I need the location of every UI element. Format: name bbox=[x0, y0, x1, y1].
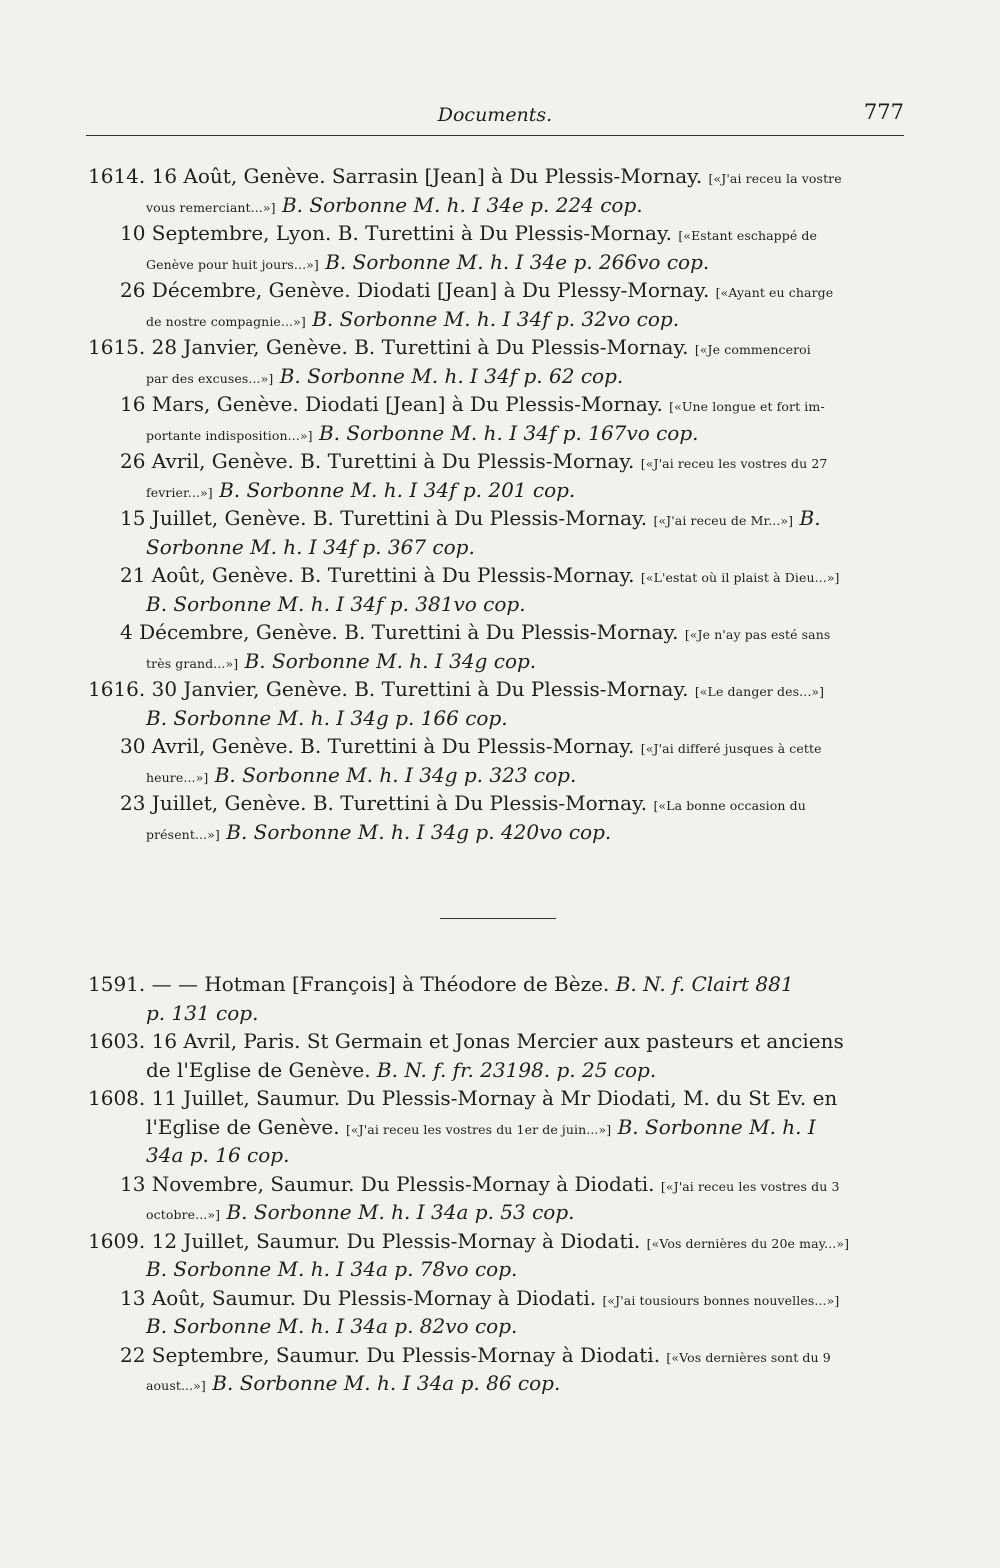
entries-block-2 bbox=[88, 970, 906, 1398]
incipit: de nostre compagnie...»] bbox=[146, 313, 306, 329]
entry-line bbox=[88, 447, 906, 476]
entry-text: 1615. 28 Janvier, Genève. B. Turettini à Du Plessis-Mornay. bbox=[88, 335, 689, 359]
incipit: [«J'ai receu de Mr...»] bbox=[653, 513, 794, 528]
reference: B. Sorbonne M. h. I 34g p. 166 cop. bbox=[146, 705, 508, 730]
incipit: fevrier...»] bbox=[146, 484, 213, 500]
reference: Sorbonne M. h. I 34f p. 367 cop. bbox=[146, 534, 475, 559]
entry-line bbox=[88, 1113, 906, 1142]
entry-line bbox=[88, 362, 906, 391]
entry-line bbox=[88, 333, 906, 362]
entry-line bbox=[88, 162, 906, 191]
reference: B. Sorbonne M. h. I bbox=[617, 1114, 816, 1139]
entry-line bbox=[88, 390, 906, 419]
reference: B. N. f. fr. 23198. p. 25 cop. bbox=[376, 1057, 657, 1082]
entry-text: 26 Décembre, Genève. Diodati [Jean] à Du Plessy-Mornay. bbox=[120, 278, 710, 302]
entry-line bbox=[88, 1227, 906, 1256]
entry-line bbox=[88, 590, 906, 619]
incipit: présent...»] bbox=[146, 826, 220, 842]
incipit: Genève pour huit jours...»] bbox=[146, 256, 319, 272]
incipit: [«Estant eschappé de bbox=[678, 228, 818, 243]
entry-text: 13 Novembre, Saumur. Du Plessis-Mornay à Diodati. bbox=[120, 1171, 655, 1196]
entry-text: l'Eglise de Genève. bbox=[146, 1114, 340, 1139]
reference: B. Sorbonne M. h. I 34a p. 78vo cop. bbox=[146, 1257, 518, 1281]
incipit: [«Je commenceroi bbox=[694, 342, 811, 357]
entry-text: 1591. — — Hotman [François] à Théodore de Bèze. bbox=[88, 972, 610, 996]
reference: B. bbox=[799, 506, 821, 530]
entry-line bbox=[88, 761, 906, 790]
running-title: Documents. bbox=[437, 104, 553, 126]
header-rule bbox=[86, 135, 904, 136]
reference: 34a p. 16 cop. bbox=[146, 1143, 290, 1167]
entry-line bbox=[88, 219, 906, 248]
reference: B. Sorbonne M. h. I 34g p. 323 cop. bbox=[214, 762, 577, 787]
entry-text: de l'Eglise de Genève. bbox=[146, 1057, 371, 1082]
entry-text: 23 Juillet, Genève. B. Turettini à Du Plessis-Mornay. bbox=[120, 791, 648, 815]
incipit: portante indisposition...»] bbox=[146, 427, 313, 443]
incipit: [«J'ai differé jusques à cette bbox=[640, 741, 822, 756]
entry-line bbox=[88, 618, 906, 647]
reference: B. Sorbonne M. h. I 34e p. 266vo cop. bbox=[325, 249, 710, 274]
incipit: aoust...»] bbox=[146, 1378, 206, 1393]
entry-text: 26 Avril, Genève. B. Turettini à Du Plessis-Mornay. bbox=[120, 449, 635, 473]
entry-line bbox=[88, 504, 906, 533]
reference: B. Sorbonne M. h. I 34f p. 381vo cop. bbox=[146, 591, 526, 616]
incipit: heure...»] bbox=[146, 769, 209, 785]
entry-line bbox=[88, 1170, 906, 1199]
entry-text: 1609. 12 Juillet, Saumur. Du Plessis-Mornay à Diodati. bbox=[88, 1228, 641, 1253]
entry-line bbox=[88, 1056, 906, 1085]
reference: B. Sorbonne M. h. I 34a p. 53 cop. bbox=[226, 1200, 575, 1224]
reference: B. Sorbonne M. h. I 34a p. 86 cop. bbox=[212, 1371, 561, 1395]
entry-text: 16 Mars, Genève. Diodati [Jean] à Du Plessis-Mornay. bbox=[120, 392, 663, 416]
reference: p. 131 cop. bbox=[146, 1000, 259, 1025]
entry-text: 30 Avril, Genève. B. Turettini à Du Plessis-Mornay. bbox=[120, 734, 635, 758]
entry-line bbox=[88, 191, 906, 220]
entry-line bbox=[88, 533, 906, 562]
incipit: [«J'ai receu les vostres du 27 bbox=[640, 456, 828, 471]
entry-line bbox=[88, 675, 906, 704]
incipit: octobre...»] bbox=[146, 1207, 221, 1222]
reference: B. Sorbonne M. h. I 34a p. 82vo cop. bbox=[146, 1314, 518, 1338]
reference: B. Sorbonne M. h. I 34f p. 167vo cop. bbox=[318, 420, 699, 445]
entry-line bbox=[88, 1141, 906, 1170]
entry-line bbox=[88, 1027, 906, 1056]
incipit: [«J'ai receu la vostre bbox=[708, 171, 842, 186]
entry-text: 21 Août, Genève. B. Turettini à Du Plessis-Mornay. bbox=[120, 563, 635, 587]
entry-line bbox=[88, 1284, 906, 1313]
entry-text: 4 Décembre, Genève. B. Turettini à Du Plessis-Mornay. bbox=[120, 620, 679, 644]
entry-line bbox=[88, 1084, 906, 1113]
page-number: 777 bbox=[863, 100, 904, 124]
entry-line bbox=[88, 1312, 906, 1341]
reference: B. Sorbonne M. h. I 34f p. 32vo cop. bbox=[312, 306, 680, 331]
entry-line bbox=[88, 1369, 906, 1398]
entry-line bbox=[88, 419, 906, 448]
entry-text: 1614. 16 Août, Genève. Sarrasin [Jean] à Du Plessis-Mornay. bbox=[88, 164, 703, 188]
incipit: [«La bonne occasion du bbox=[653, 798, 806, 813]
incipit: [«J'ai receu les vostres du 1er de juin...»] bbox=[345, 1121, 612, 1137]
entry-line bbox=[88, 1255, 906, 1284]
incipit: [«Je n'ay pas esté sans bbox=[684, 627, 831, 642]
reference: B. Sorbonne M. h. I 34f p. 62 cop. bbox=[279, 363, 624, 388]
reference: B. Sorbonne M. h. I 34g cop. bbox=[244, 648, 537, 673]
entry-line bbox=[88, 789, 906, 818]
entry-line bbox=[88, 647, 906, 676]
entry-line bbox=[88, 732, 906, 761]
incipit: [«J'ai receu les vostres du 3 bbox=[660, 1178, 840, 1194]
entry-line bbox=[88, 704, 906, 733]
reference: B. N. f. Clairt 881 bbox=[615, 972, 794, 996]
incipit: vous remerciant...»] bbox=[146, 199, 276, 215]
entry-line bbox=[88, 248, 906, 277]
entry-line bbox=[88, 305, 906, 334]
incipit: [«Vos dernières du 20e may...»] bbox=[646, 1235, 850, 1251]
incipit: très grand...»] bbox=[146, 655, 239, 671]
entry-text: 10 Septembre, Lyon. B. Turettini à Du Plessis-Mornay. bbox=[120, 221, 672, 245]
entry-text: 22 Septembre, Saumur. Du Plessis-Mornay à Diodati. bbox=[120, 1342, 661, 1367]
incipit: [«Le danger des...»] bbox=[694, 684, 825, 699]
incipit: [«J'ai tousiours bonnes nouvelles...»] bbox=[602, 1292, 840, 1308]
reference: B. Sorbonne M. h. I 34f p. 201 cop. bbox=[219, 477, 576, 502]
section-separator bbox=[440, 918, 556, 919]
entry-text: 15 Juillet, Genève. B. Turettini à Du Plessis-Mornay. bbox=[120, 506, 648, 530]
incipit: [«L'estat où il plaist à Dieu...»] bbox=[640, 570, 840, 585]
incipit: [«Une longue et fort im- bbox=[669, 399, 825, 414]
entry-line bbox=[88, 276, 906, 305]
entry-line bbox=[88, 476, 906, 505]
incipit: par des excuses...»] bbox=[146, 370, 274, 386]
entry-line bbox=[88, 999, 906, 1028]
incipit: [«Vos dernières sont du 9 bbox=[666, 1349, 831, 1365]
entry-line bbox=[88, 561, 906, 590]
entries-block-1 bbox=[88, 162, 906, 846]
page-header bbox=[86, 100, 904, 132]
entry-line bbox=[88, 1198, 906, 1227]
entry-line bbox=[88, 818, 906, 847]
reference: B. Sorbonne M. h. I 34e p. 224 cop. bbox=[281, 192, 643, 217]
entry-text: 1608. 11 Juillet, Saumur. Du Plessis-Mornay à Mr Diodati, M. du St Ev. en bbox=[88, 1086, 838, 1110]
entry-text: 13 Août, Saumur. Du Plessis-Mornay à Diodati. bbox=[120, 1285, 597, 1310]
incipit: [«Ayant eu charge bbox=[715, 285, 834, 300]
entry-text: 1616. 30 Janvier, Genève. B. Turettini à Du Plessis-Mornay. bbox=[88, 677, 689, 701]
entry-text: 1603. 16 Avril, Paris. St Germain et Jonas Mercier aux pasteurs et anciens bbox=[88, 1029, 844, 1053]
entry-line bbox=[88, 1341, 906, 1370]
entry-line bbox=[88, 970, 906, 999]
reference: B. Sorbonne M. h. I 34g p. 420vo cop. bbox=[226, 819, 612, 844]
